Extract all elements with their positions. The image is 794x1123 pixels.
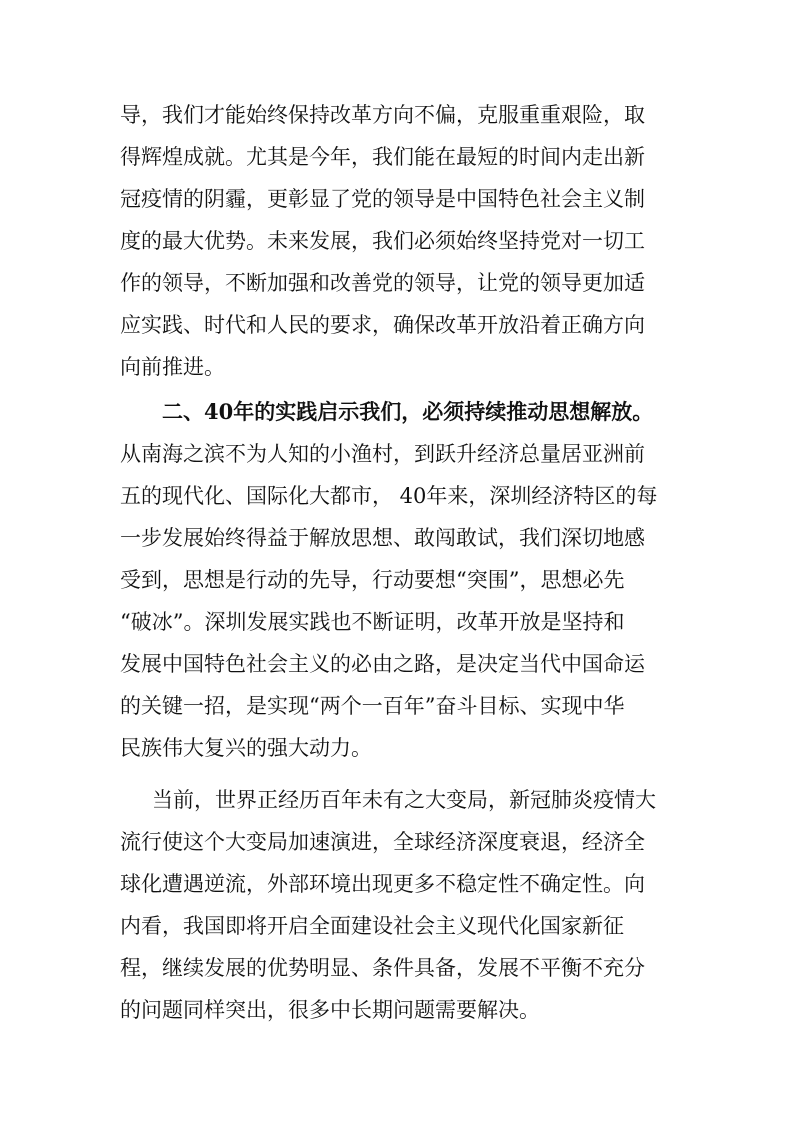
paragraph-3-line-3: 球化遭遇逆流，外部环境出现更多不稳定性不确定性。向 [120,872,645,896]
paragraph-3-line-2: 流行使这个大变局加速演进，全球经济深度衰退，经济全 [120,830,645,854]
paragraph-3-line-1: 当前，世界正经历百年未有之大变局，新冠肺炎疫情大 [152,788,656,812]
paragraph-2-line-1: 从南海之滨不为人知的小渔村，到跃升经济总量居亚洲前 [120,442,645,466]
paragraph-3-line-4: 内看，我国即将开启全面建设社会主义现代化国家新征 [120,914,624,938]
paragraph-2-line-6: 发展中国特色社会主义的必由之路，是决定当代中国命运 [120,652,645,676]
paragraph-2-line-3: 一步发展始终得益于解放思想、敢闯敢试，我们深切地感 [120,526,645,550]
paragraph-2-line-4: 受到，思想是行动的先导，行动要想“突围”，思想必先 [120,568,625,592]
paragraph-2-line-2: 五的现代化、国际化大都市， 40年来，深圳经济特区的每 [120,484,658,508]
paragraph-2-line-8: 民族伟大复兴的强大动力。 [120,736,372,760]
paragraph-1-line-4: 度的最大优势。未来发展，我们必须始终坚持党对一切工 [120,229,645,253]
paragraph-1-line-1: 导，我们才能始终保持改革方向不偏，克服重重艰险，取 [120,103,645,127]
paragraph-3-line-6: 的问题同样突出，很多中长期问题需要解决。 [120,998,540,1022]
paragraph-2-line-7: 的关键一招，是实现“两个一百年”奋斗目标、实现中华 [120,694,625,718]
paragraph-1-line-7: 向前推进。 [120,355,225,379]
paragraph-3-line-5: 程，继续发展的优势明显、条件具备，发展不平衡不充分 [120,956,645,980]
section-heading: 二、40年的实践启示我们，必须持续推动思想解放。 [162,399,654,424]
paragraph-1-line-2: 得辉煌成就。尤其是今年，我们能在最短的时间内走出新 [120,145,645,169]
paragraph-1-line-5: 作的领导，不断加强和改善党的领导，让党的领导更加适 [120,271,645,295]
paragraph-2-line-5: “破冰”。深圳发展实践也不断证明，改革开放是坚持和 [120,610,625,634]
paragraph-1-line-3: 冠疫情的阴霾，更彰显了党的领导是中国特色社会主义制 [120,187,645,211]
paragraph-1-line-6: 应实践、时代和人民的要求，确保改革开放沿着正确方向 [120,313,645,337]
